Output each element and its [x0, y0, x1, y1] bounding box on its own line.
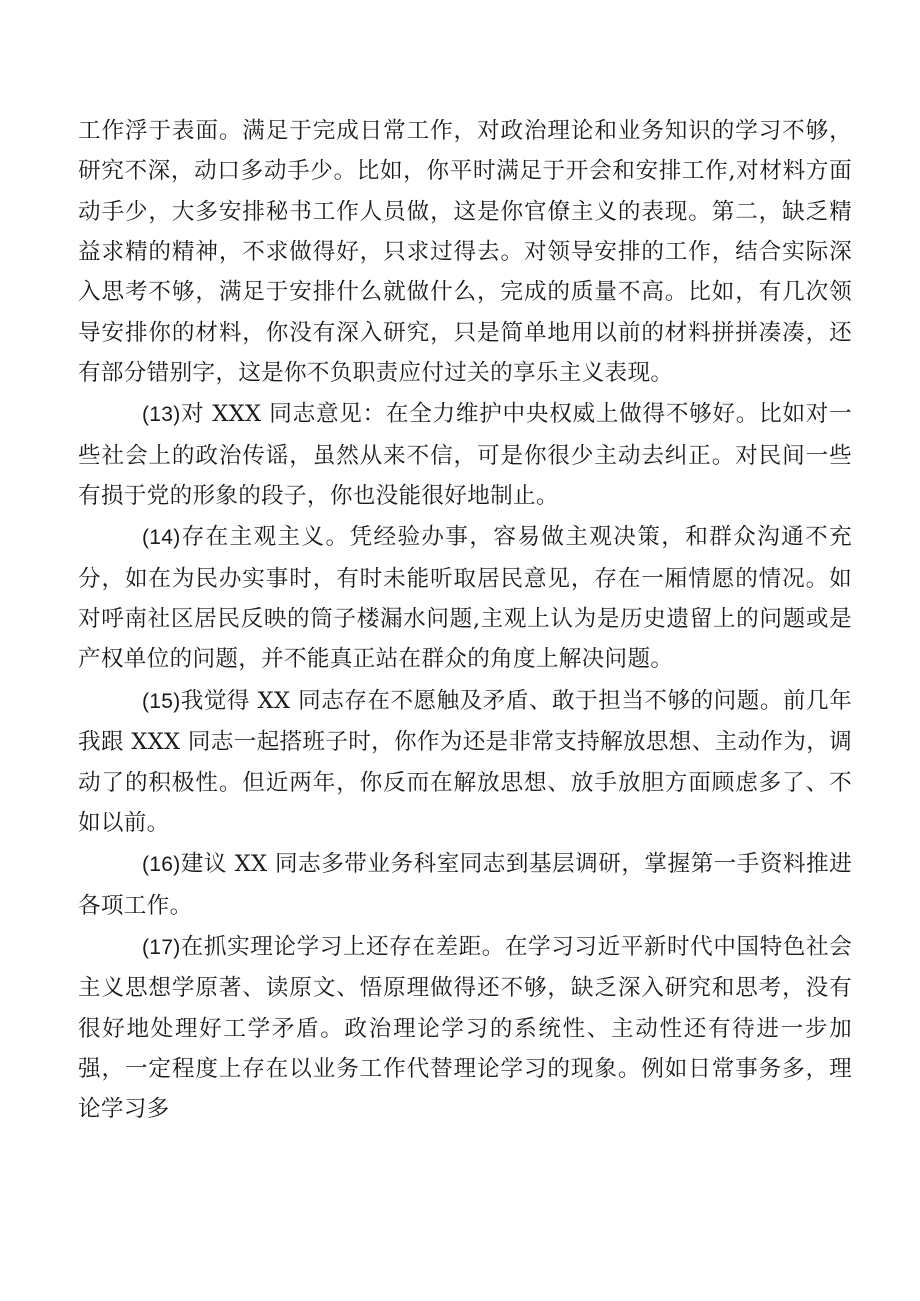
- paragraph-16: [78, 844, 852, 926]
- paragraph-15: [78, 681, 852, 843]
- paragraph-number: (13): [142, 403, 181, 427]
- paragraph-text: 对 XXX 同志意见：在全力维护中央权威上做得不够好。比如对一些社会上的政治传谣，虽然从来不信，可是你很少主动去纠正。对民间一些有损于党的形象的段子，你也没能很好地制止。: [78, 401, 852, 510]
- paragraph-13: [78, 394, 852, 516]
- document-page: [78, 111, 852, 1130]
- paragraph-text: 工作浮于表面。满足于完成日常工作，对政治理论和业务知识的学习不够，研究不深，动口多动手少。比如，你平时满足于开会和安排工作,对材料方面动手少，大多安排秘书工作人员做，这是你官僚主义的表现。第二，缺乏精益求精的精神，不求做得好，只求过得去。对领导安排的工作，结合实际深入思考不够，满足于安排什么就做什么，完成的质量不高。比如，有几次领导安排你的材料，你没有深入研究，只是简单地用以前的材料拼拼凑凑，还有部分错别字，这是你不负职责应付过关的享乐主义表现。: [78, 118, 852, 387]
- paragraph-number: (15): [142, 689, 181, 713]
- paragraph-14: [78, 517, 852, 679]
- paragraph-number: (14): [142, 526, 181, 550]
- paragraph-continued: [78, 111, 852, 393]
- paragraph-17: [78, 927, 852, 1130]
- paragraph-text: 在抓实理论学习上还存在差距。在学习习近平新时代中国特色社会主义思想学原著、读原文、悟原理做得还不够，缺乏深入研究和思考，没有很好地处理好工学矛盾。政治理论学习的系统性、主动性还有待进一步加强，一定程度上存在以业务工作代替理论学习的现象。例如日常事务多，理论学习多: [78, 933, 852, 1123]
- paragraph-text: 存在主观主义。凭经验办事，容易做主观决策，和群众沟通不充分，如在为民办实事时，有时未能听取居民意见，存在一厢情愿的情况。如对呼南社区居民反映的筒子楼漏水问题,主观上认为是历史遗留上的问题或是产权单位的问题，并不能真正站在群众的角度上解决问题。: [78, 524, 852, 673]
- paragraph-number: (17): [142, 935, 181, 959]
- paragraph-text: 我觉得 XX 同志存在不愿触及矛盾、敢于担当不够的问题。前几年我跟 XXX 同志一起搭班子时，你作为还是非常支持解放思想、主动作为，调动了的积极性。但近两年，你反而在解放思想、放手放胆方面顾虑多了、不如以前。: [78, 687, 852, 836]
- paragraph-number: (16): [142, 853, 181, 877]
- paragraph-text: 建议 XX 同志多带业务科室同志到基层调研，掌握第一手资料推进各项工作。: [78, 851, 852, 919]
